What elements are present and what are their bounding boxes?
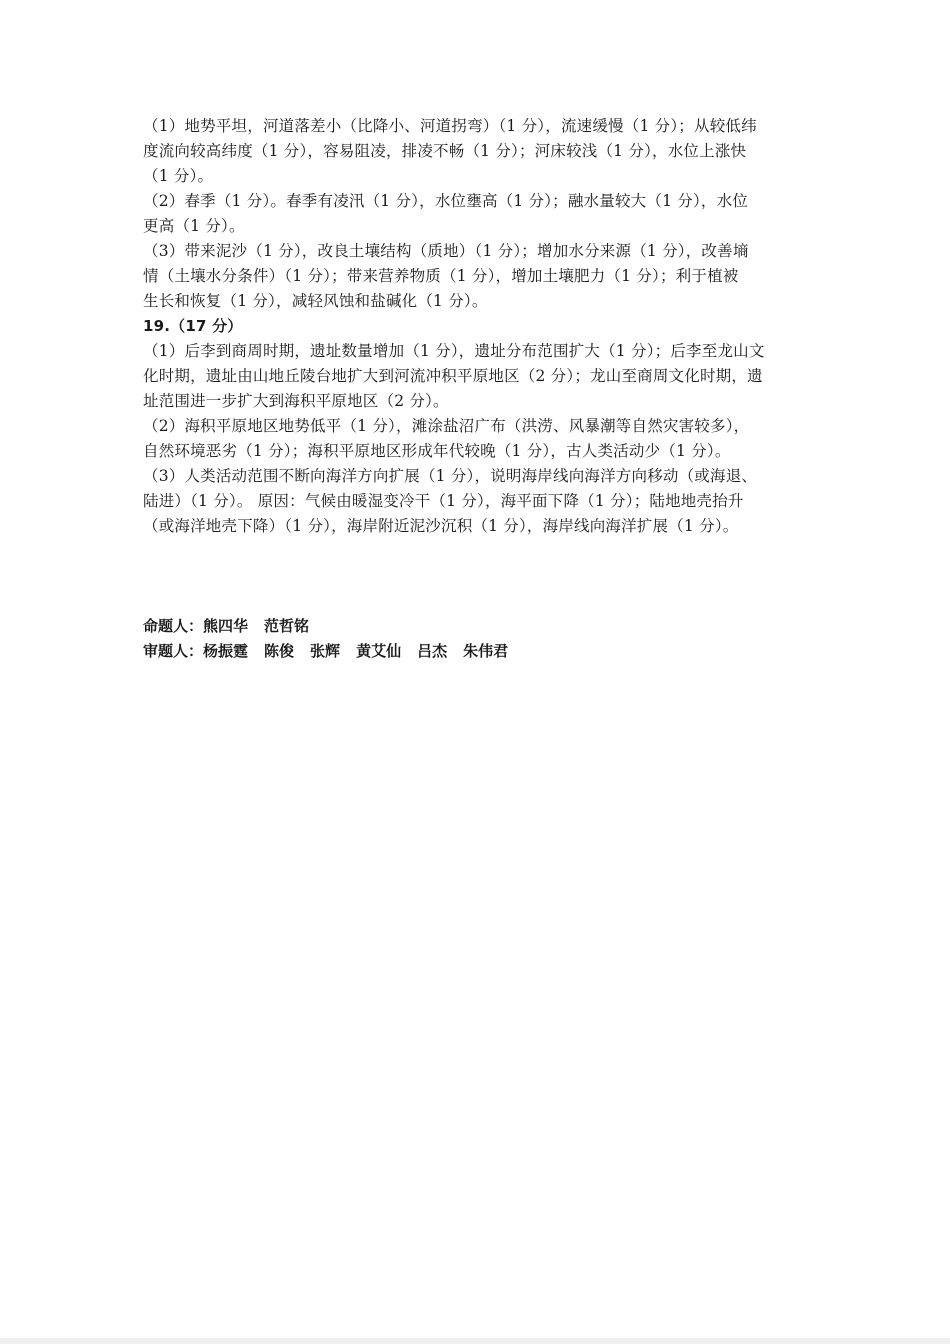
q19-line: （或海洋地壳下降）（1 分），海岸附近泥沙沉积（1 分），海岸线向海洋扩展（1 分）。 xyxy=(143,517,739,535)
reviewers-label: 审题人： xyxy=(143,642,204,660)
author-name: 范哲铭 xyxy=(264,617,310,635)
q19-line: 化时期，遗址由山地丘陵台地扩大到河流冲积平原地区（2 分）；龙山至商周文化时期，遗 xyxy=(143,367,763,385)
authors-label: 命题人： xyxy=(143,617,204,635)
q18-line: 情（土壤水分条件）（1 分）；带来营养物质（1 分），增加土壤肥力（1 分）；利于植被 xyxy=(143,267,739,285)
reviewer-name: 黄艾仙 xyxy=(356,642,402,660)
reviewer-name: 张辉 xyxy=(310,642,341,660)
credits xyxy=(143,614,743,664)
q18-line: （2）春季（1 分）。春季有凌汛（1 分），水位壅高（1 分）；融水量较大（1 分），水位 xyxy=(143,192,749,210)
q19-line: （1）后李到商周时期，遗址数量增加（1 分），遗址分布范围扩大（1 分）；后李至龙山文 xyxy=(143,342,765,360)
q18-line: 度流向较高纬度（1 分），容易阻凌，排凌不畅（1 分）；河床较浅（1 分），水位上涨快 xyxy=(143,142,747,160)
reviewer-name: 杨振霆 xyxy=(203,642,249,660)
page-bottom-edge xyxy=(0,1338,950,1344)
q18-line: （3）带来泥沙（1 分），改良土壤结构（质地）（1 分）；增加水分来源（1 分），改善墒 xyxy=(143,242,749,260)
q19-line: 陆进）（1 分）。 原因：气候由暖湿变冷干（1 分），海平面下降（1 分）；陆地地壳抬升 xyxy=(143,492,744,510)
q19-line: 址范围进一步扩大到海积平原地区（2 分）。 xyxy=(143,392,449,410)
reviewers-row xyxy=(143,639,743,664)
q19-line: （2）海积平原地区地势低平（1 分），滩涂盐沼广布（洪涝、风暴潮等自然灾害较多）， xyxy=(143,417,750,435)
q19-line: （3）人类活动范围不断向海洋方向扩展（1 分），说明海岸线向海洋方向移动（或海退、 xyxy=(143,467,758,485)
q18-line: （1）地势平坦，河道落差小（比降小、河道拐弯）（1 分），流速缓慢（1 分）；从较低纬 xyxy=(143,117,757,135)
author-name: 熊四华 xyxy=(203,617,249,635)
q18-line: 生长和恢复（1 分），减轻风蚀和盐碱化（1 分）。 xyxy=(143,292,488,310)
answer-key xyxy=(143,114,813,539)
q19-heading: 19.（17 分） xyxy=(143,317,243,335)
reviewer-name: 朱伟君 xyxy=(463,642,509,660)
reviewer-name: 陈俊 xyxy=(264,642,295,660)
authors-row xyxy=(143,614,743,639)
reviewer-name: 吕杰 xyxy=(417,642,448,660)
q18-line: 更高（1 分）。 xyxy=(143,217,245,235)
q18-line: （1 分）。 xyxy=(143,167,214,185)
q19-line: 自然环境恶劣（1 分）；海积平原地区形成年代较晚（1 分），古人类活动少（1 分）。 xyxy=(143,442,731,460)
